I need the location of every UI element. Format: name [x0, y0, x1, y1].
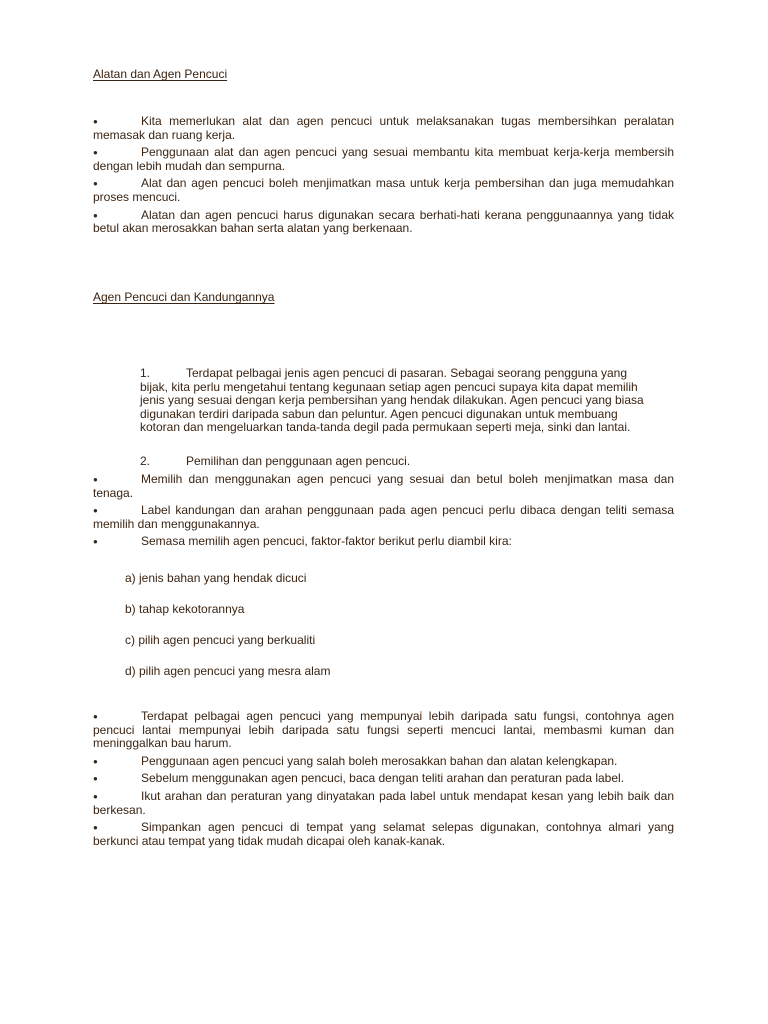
bullet-icon: ●: [93, 210, 98, 220]
bullet-text: Semasa memilih agen pencuci, faktor-faktor berikut perlu diambil kira:: [141, 534, 512, 549]
factor-item: a) jenis bahan yang hendak dicuci: [125, 571, 307, 585]
list-item: [93, 473, 674, 500]
bullet-icon: ●: [93, 179, 98, 189]
bullet-icon: ●: [93, 117, 98, 126]
bullet-text: Alatan dan agen pencuci harus digunakan secara berhati-hati kerana penggunaannya yang tidak betul akan merosakkan bahan serta alatan yang berkenaan.: [93, 207, 674, 236]
list-item: [93, 755, 674, 769]
list-item: [93, 821, 674, 848]
bullet-icon: ●: [93, 756, 98, 766]
section-heading-agen-pencuci: Agen Pencuci dan Kandungannya: [93, 290, 275, 304]
bullet-icon: ●: [93, 506, 98, 516]
bullet-text: Memilih dan menggunakan agen pencuci yang sesuai dan betul boleh menjimatkan masa dan tenaga.: [93, 472, 674, 500]
item-number: 1.: [140, 366, 151, 380]
list-item: [93, 146, 674, 173]
numbered-text: Pemilihan dan penggunaan agen pencuci.: [186, 454, 411, 468]
bullet-icon: ●: [93, 148, 98, 158]
numbered-text: Terdapat pelbagai jenis agen pencuci di pasaran. Sebagai seorang pengguna yang bijak, kita perlu mengetahui tentang kegunaan setiap agen pencuci supaya kita dapat memilih jenis yang sesuai dengan kerja pembersihan yang hendak dilakukan. Agen pencuci yang biasa digunakan terdiri daripada sabun dan peluntur. Agen pencuci digunakan untuk membuang kotoran dan mengeluarkan tanda-tanda degil pada permukaan seperti meja, sinki dan lantai.: [140, 366, 644, 435]
bullet-text: Kita memerlukan alat dan agen pencuci untuk melaksanakan tugas membersihkan peralatan memasak dan ruang kerja.: [93, 114, 674, 142]
factor-list: [125, 572, 330, 679]
list-item: [93, 115, 674, 142]
bullet-text: Alat dan agen pencuci boleh menjimatkan masa untuk kerja pembersihan dan juga memudahkan proses mencuci.: [93, 176, 674, 204]
bullet-list-pemilihan: [93, 473, 674, 549]
bullet-icon: ●: [93, 791, 98, 801]
bullet-icon: ●: [93, 774, 98, 784]
bullet-text: Terdapat pelbagai agen pencuci yang mempunyai lebih daripada satu fungsi, contohnya agen pencuci lantai mempunyai lebih daripada satu fungsi seperti mencuci lantai, membasmi kuman dan meninggalkan bau harum.: [93, 709, 674, 751]
bullet-text: Sebelum menggunakan agen pencuci, baca dengan teliti arahan dan peraturan pada label.: [141, 771, 625, 786]
bullet-icon: ●: [93, 823, 98, 833]
bullet-text: Label kandungan dan arahan penggunaan pada agen pencuci perlu dibaca dengan teliti semasa memilih dan menggunakannya.: [93, 503, 674, 531]
bullet-icon: ●: [93, 537, 98, 547]
factor-item: c) pilih agen pencuci yang berkualiti: [125, 633, 316, 647]
bullet-text: Ikut arahan dan peraturan yang dinyatakan pada label untuk mendapat kesan yang lebih baik dan berkesan.: [93, 788, 674, 817]
list-item: [93, 209, 674, 236]
bullet-list-alatan: [93, 115, 674, 236]
item-number: 2.: [140, 454, 151, 468]
bullet-icon: ●: [93, 712, 98, 721]
list-item: [93, 772, 674, 786]
list-item: [93, 710, 674, 751]
bullet-text: Simpankan agen pencuci di tempat yang selamat selepas digunakan, contohnya almari yang berkunci atau tempat yang tidak mudah dicapai oleh kanak-kanak.: [93, 820, 674, 848]
numbered-item-1: [140, 367, 645, 435]
section-heading-alatan: Alatan dan Agen Pencuci: [93, 67, 228, 81]
numbered-item-2: [140, 455, 645, 469]
list-item: [93, 535, 674, 549]
list-item: [93, 790, 674, 817]
factor-item: b) tahap kekotorannya: [125, 602, 245, 616]
bullet-text: Penggunaan agen pencuci yang salah boleh merosakkan bahan dan alatan kelengkapan.: [141, 753, 618, 768]
list-item: [93, 177, 674, 204]
factor-item: d) pilih agen pencuci yang mesra alam: [125, 664, 331, 678]
bullet-text: Penggunaan alat dan agen pencuci yang sesuai membantu kita membuat kerja-kerja membersih dengan lebih mudah dan sempurna.: [93, 145, 674, 173]
list-item: [93, 504, 674, 531]
bullet-icon: ●: [93, 475, 98, 484]
bullet-list-penggunaan: [93, 710, 674, 848]
